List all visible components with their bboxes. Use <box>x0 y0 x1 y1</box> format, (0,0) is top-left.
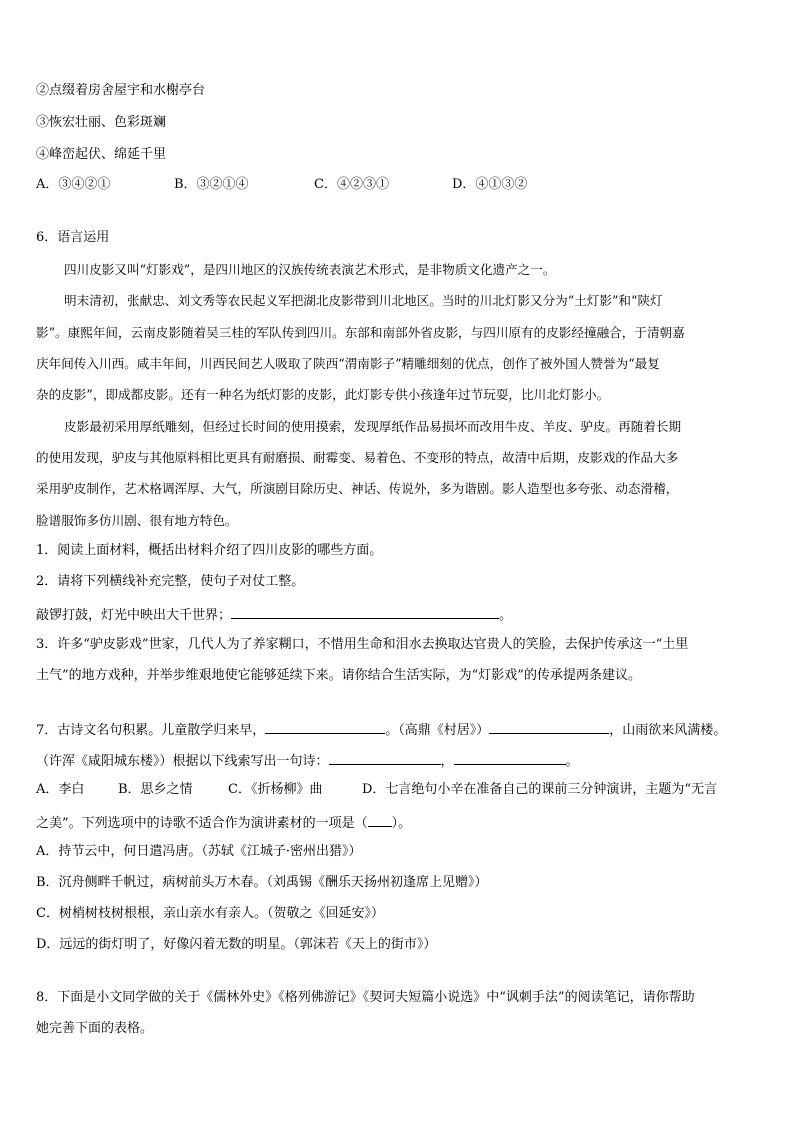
q7-text: （许浑《咸阳城东楼》）根据以下线索写出一句诗： <box>36 754 329 769</box>
passage-line: 影”。康熙年间，云南皮影随着吴三桂的军队传到四川。东部和南部外省皮影，与四川原有的皮影经撞融合，于清朝嘉 <box>36 325 685 340</box>
q7-text: 。 <box>565 754 579 769</box>
q6-title: 6．语言运用 <box>36 230 110 245</box>
passage-line: 四川皮影又叫“灯影戏”，是四川地区的汉族传统表演艺术形式，是非物质文化遗产之一。 <box>64 262 556 277</box>
q6-sub3-line1: 3．许多“驴皮影戏”世家，几代人为了养家糊口，不惜用生命和泪水去换取达官贵人的笑脸，去保护传承这一“土里 <box>36 637 689 652</box>
answer-blank[interactable] <box>265 719 385 734</box>
answer-blank[interactable] <box>454 750 566 765</box>
q7-text: 。（高鼎《村居》） <box>385 723 490 738</box>
choice-c: C．④②③① <box>314 177 389 192</box>
answer-blank[interactable] <box>489 719 609 734</box>
passage-line: 庆年间传入川西。咸丰年间，川西民间艺人吸取了陕西“渭南影子”精雕细刻的优点，创作了被外国人赞誉为“最复 <box>36 356 660 371</box>
list-item: ②点缀着房舍屋宇和水榭亭台 <box>36 83 206 98</box>
passage-line: 脸谱服饰多仿川剧、很有地方特色。 <box>36 513 238 528</box>
sub2-text: 敲锣打鼓，灯光中映出大千世界； <box>36 608 232 623</box>
option-d: D．远远的街灯明了，好像闪着无数的明星。（郭沫若《天上的街市》） <box>36 937 437 952</box>
option-c: C．树梢树枝树根根，亲山亲水有亲人。（贺敬之《回延安》） <box>36 906 384 921</box>
passage-line: 皮影最初采用厚纸雕刻，但经过长时间的使用摸索，发现厚纸作品易损坏而改用牛皮、羊皮、驴皮。再随着长期 <box>64 419 682 434</box>
q7-text: 7．古诗文名句积累。儿童散学归来早， <box>36 723 266 738</box>
answer-blank[interactable] <box>368 812 392 827</box>
passage-line: 明末清初，张献忠、刘文秀等农民起义军把湖北皮影带到川北地区。当时的川北灯影又分为“土灯影”和“陕灯 <box>64 293 663 308</box>
q6-sub2: 2．请将下列横线补充完整，使句子对仗工整。 <box>36 574 305 589</box>
passage-line: 杂的皮影”，即成都皮影。还有一种名为纸灯影的皮影，此灯影专供小孩逢年过节玩耍，比川北灯影小。 <box>36 387 610 402</box>
q6-sub2-sentence <box>36 604 512 625</box>
q8-line2: 她完善下面的表格。 <box>36 1021 154 1036</box>
q7-text: ， <box>440 754 454 769</box>
clue-c: C．《折杨柳》曲 <box>228 782 323 797</box>
q7-text: ，山雨欲来风满楼。 <box>609 723 727 738</box>
q7-clues <box>36 781 717 799</box>
option-a: A．持节云中，何日遣冯唐。（苏轼《江城子·密州出猎》） <box>36 844 362 859</box>
passage-line: 的使用发现，驴皮与其他原料相比更具有耐磨损、耐霉变、易着色、不变形的特点，故清中后期，皮影戏的作品大多 <box>36 450 679 465</box>
q6-sub3-line2: 土气”的地方戏种，并举步维艰地使它能够延续下来。请你结合生活实际，为“灯影戏”的传承提两条建议。 <box>36 668 641 683</box>
q5-choices <box>36 176 527 194</box>
list-item: ④峰峦起伏、绵延千里 <box>36 147 167 162</box>
clue-a: A．李白 <box>36 782 85 797</box>
choice-a: A．③④②① <box>36 177 111 192</box>
q7-line1 <box>36 719 726 740</box>
q8-line1: 8．下面是小文同学做的关于《儒林外史》《格列佛游记》《契诃夫短篇小说选》中“讽刺手法”的阅读笔记，请你帮助 <box>36 990 695 1005</box>
option-b: B．沉舟侧畔千帆过，病树前头万木春。（刘禹锡《酬乐天扬州初逢席上见赠》） <box>36 875 488 890</box>
q6-sub1: 1．阅读上面材料，概括出材料介绍了四川皮影的哪些方面。 <box>36 543 383 558</box>
choice-d: D．④①③② <box>452 177 528 192</box>
list-item: ③恢宏壮丽、色彩斑斓 <box>36 115 167 130</box>
q7-line4 <box>36 812 411 833</box>
clue-b: B．思乡之情 <box>118 782 193 797</box>
q7-line2 <box>36 750 579 771</box>
answer-blank[interactable] <box>329 750 441 765</box>
sub2-end: 。 <box>499 608 513 623</box>
passage-line: 采用驴皮制作，艺术格调浑厚、大气，所演剧目除历史、神话、传说外，多为谐剧。影人造型也多夸张、动态滑稽， <box>36 481 679 496</box>
q7-text: ）。 <box>391 816 412 831</box>
clue-d: D．七言绝句小辛在准备自己的课前三分钟演讲，主题为“无言 <box>362 782 718 797</box>
answer-blank[interactable] <box>231 604 499 619</box>
q7-text: 之美”。下列选项中的诗歌不适合作为演讲素材的一项是（ <box>36 816 368 831</box>
choice-b: B．③②①④ <box>174 177 249 192</box>
